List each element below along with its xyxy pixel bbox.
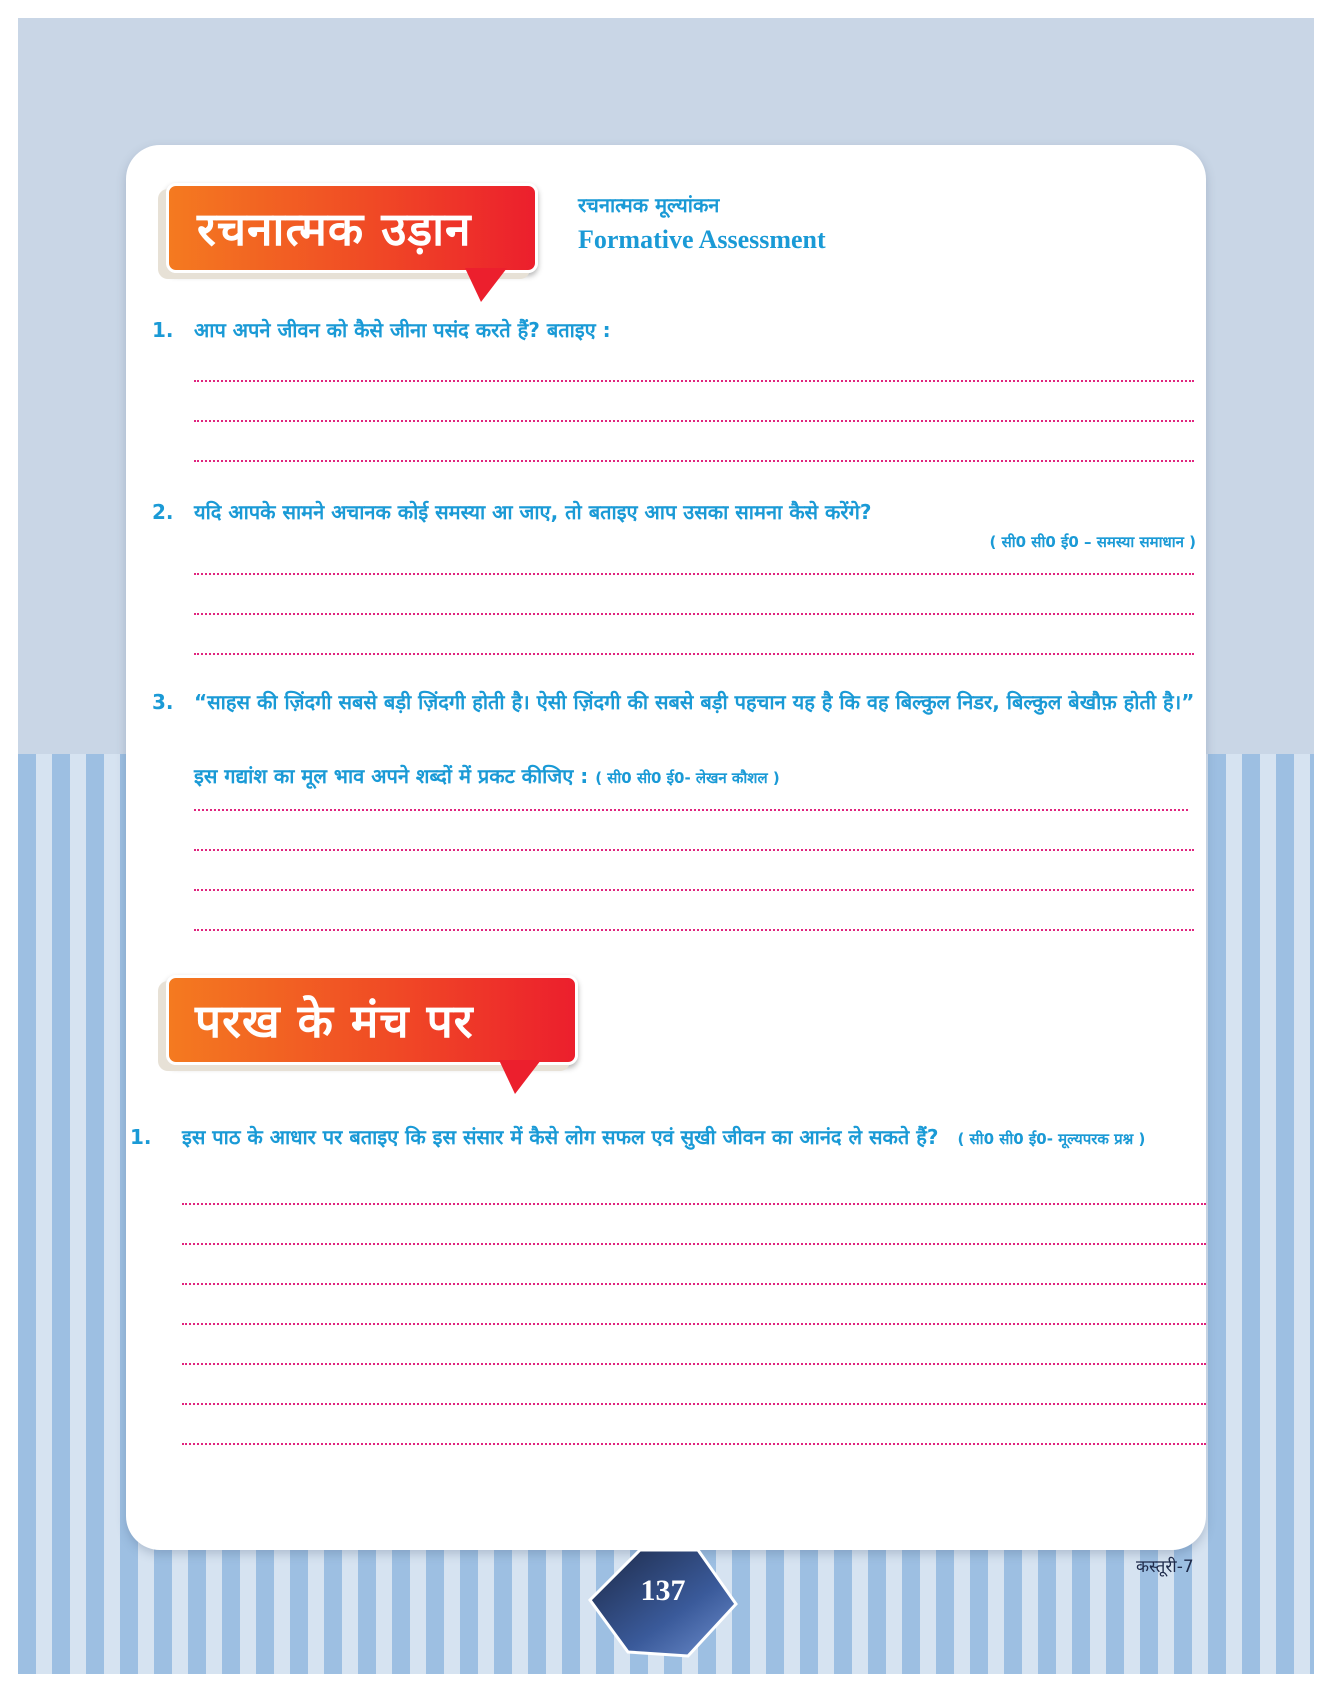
answer-line[interactable] (194, 653, 1194, 655)
book-name: कस्तूरी-7 (1136, 1557, 1194, 1577)
answer-line[interactable] (194, 613, 1194, 615)
subtitle-hindi: रचनात्मक मूल्यांकन (578, 193, 720, 217)
section-banner-rachnatmak-udaan (166, 183, 538, 273)
banner-title: रचनात्मक उड़ान (197, 202, 472, 256)
answer-line[interactable] (194, 380, 1194, 382)
page-number: 137 (640, 1574, 686, 1607)
answer-line[interactable] (194, 420, 1194, 422)
answer-line[interactable] (194, 929, 1194, 931)
speech-bubble-tail-icon (499, 1060, 541, 1094)
subtitle-english: Formative Assessment (578, 225, 826, 254)
section-banner-parakh-ke-manch-par (166, 975, 578, 1065)
answer-line[interactable] (182, 1283, 1206, 1285)
answer-line[interactable] (182, 1363, 1206, 1365)
question-text: आप अपने जीवन को कैसे जीना पसंद करते हैं? बताइए : (194, 318, 611, 342)
ccd-tag: ( सी0 सी0 ई0 – समस्या समाधान ) (989, 533, 1196, 551)
question-text: यदि आपके सामने अचानक कोई समस्या आ जाए, तो बताइए आप उसका सामना कैसे करेंगे? (194, 500, 872, 524)
question-number: 1. (152, 318, 174, 342)
worksheet-card (126, 145, 1206, 1550)
speech-bubble-tail-icon (465, 268, 507, 302)
answer-line[interactable] (182, 1323, 1206, 1325)
ccd-tag: ( सी0 सी0 ई0- मूल्यपरक प्रश्न ) (957, 1130, 1146, 1148)
answer-line[interactable] (182, 1243, 1206, 1245)
page-number-badge (588, 1548, 738, 1658)
question-number: 2. (152, 500, 174, 524)
question-text: “साहस की ज़िंदगी सबसे बड़ी ज़िंदगी होती है। ऐसी ज़िंदगी की सबसे बड़ी पहचान यह है कि वह बिल्कुल निडर, बिल्कुल बेखौफ़ होती है।” (194, 690, 1195, 714)
answer-line[interactable] (182, 1203, 1206, 1205)
answer-line[interactable] (194, 573, 1194, 575)
question-number: 1. (130, 1125, 152, 1149)
question-number: 3. (152, 690, 174, 714)
answer-line[interactable] (194, 849, 1194, 851)
answer-line[interactable] (194, 889, 1194, 891)
answer-line[interactable] (182, 1403, 1206, 1405)
question-text: इस पाठ के आधार पर बताइए कि इस संसार में कैसे लोग सफल एवं सुखी जीवन का आनंद ले सकते हैं? (182, 1125, 939, 1149)
question-3 (152, 685, 1198, 755)
question-1 (152, 313, 1092, 347)
answer-line[interactable] (182, 1443, 1206, 1445)
answer-line[interactable] (194, 460, 1194, 462)
banner-title: परख के मंच पर (195, 994, 474, 1048)
question-s2-1 (126, 1120, 1206, 1190)
answer-line[interactable] (194, 809, 1188, 811)
ccd-tag: ( सी0 सी0 ई0- लेखन कौशल ) (595, 769, 780, 787)
question-2 (152, 495, 1192, 529)
question-3-instruction (194, 759, 1194, 793)
instruction-text: इस गद्यांश का मूल भाव अपने शब्दों में प्रकट कीजिए : (194, 764, 589, 788)
